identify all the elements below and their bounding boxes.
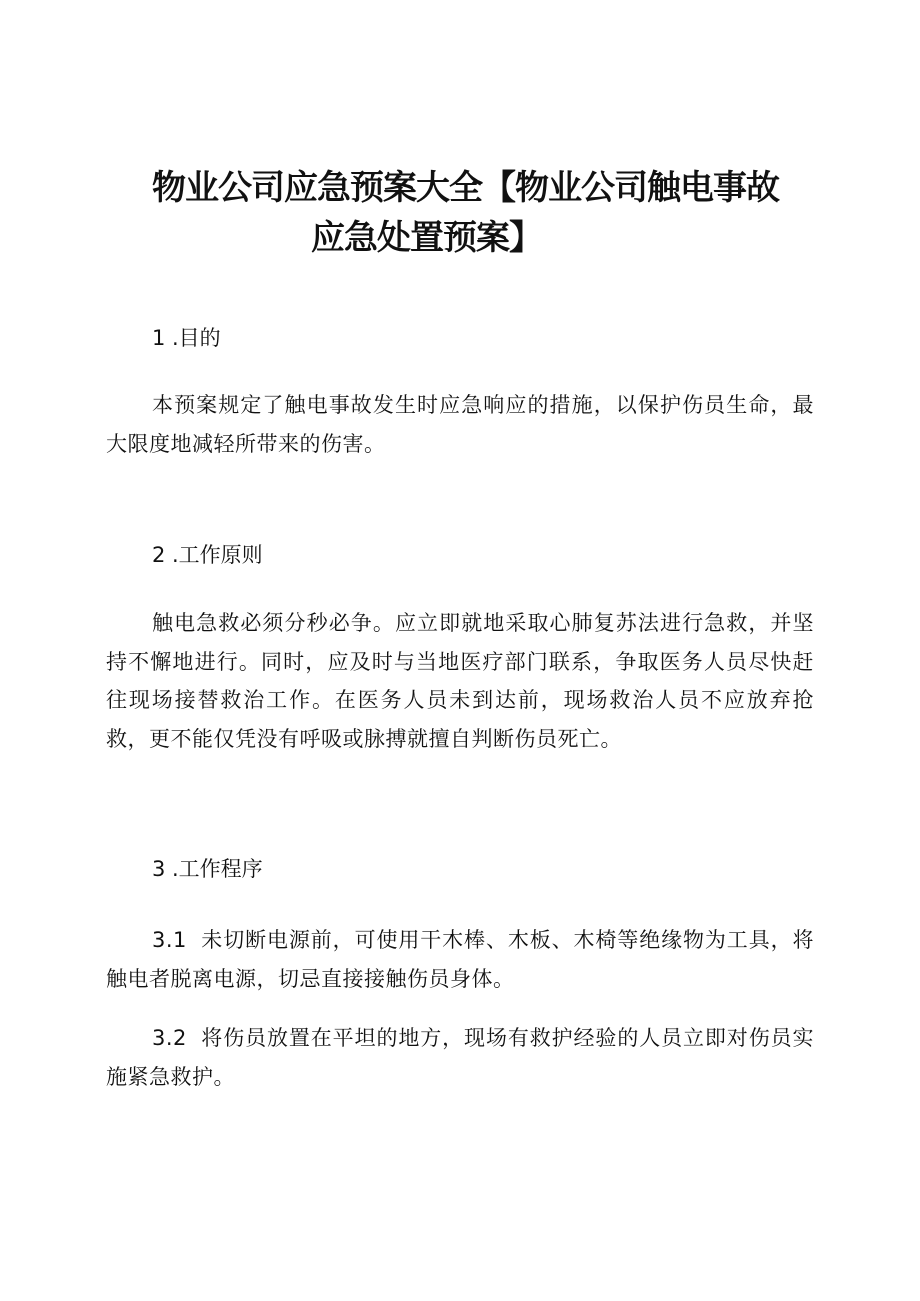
title-line-2: 应急处置预案】 xyxy=(311,218,542,258)
section-3-heading xyxy=(152,854,263,884)
title-line-1: 物业公司应急预案大全【物业公司触电事故 xyxy=(152,168,779,208)
item-3-2-text: 将伤员放置在平坦的地方，现场有救护经验的人员立即对伤员实施紧急救护。 xyxy=(106,1026,814,1089)
section-1-heading xyxy=(152,323,221,353)
item-3-2-number: 3.2 xyxy=(152,1026,187,1050)
section-2-paragraph: 触电急救必须分秒必争。应立即就地采取心肺复苏法进行急救，并坚持不懈地进行。同时，应及时与当地医疗部门联系，争取医务人员尽快赶往现场接替救治工作。在医务人员未到达前，现场救治人员不应放弃抢救，更不能仅凭没有呼吸或脉搏就擅自判断伤员死亡。 xyxy=(106,611,814,751)
item-3-1-number: 3.1 xyxy=(152,928,187,952)
item-3-2 xyxy=(106,1019,814,1096)
section-1-paragraph: 本预案规定了触电事故发生时应急响应的措施，以保护伤员生命，最大限度地减轻所带来的伤害。 xyxy=(106,393,814,456)
item-3-1 xyxy=(106,921,814,998)
section-2-heading xyxy=(152,540,263,570)
item-3-1-text: 未切断电源前，可使用干木棒、木板、木椅等绝缘物为工具，将触电者脱离电源，切忌直接接触伤员身体。 xyxy=(106,928,814,991)
section-2-title: .工作原则 xyxy=(172,543,263,567)
document-title xyxy=(106,163,814,263)
section-1-number: 1 xyxy=(152,326,166,350)
section-3-number: 3 xyxy=(152,857,166,881)
section-1-title: .目的 xyxy=(172,326,221,350)
section-3-title: .工作程序 xyxy=(172,857,263,881)
section-2-number: 2 xyxy=(152,543,166,567)
